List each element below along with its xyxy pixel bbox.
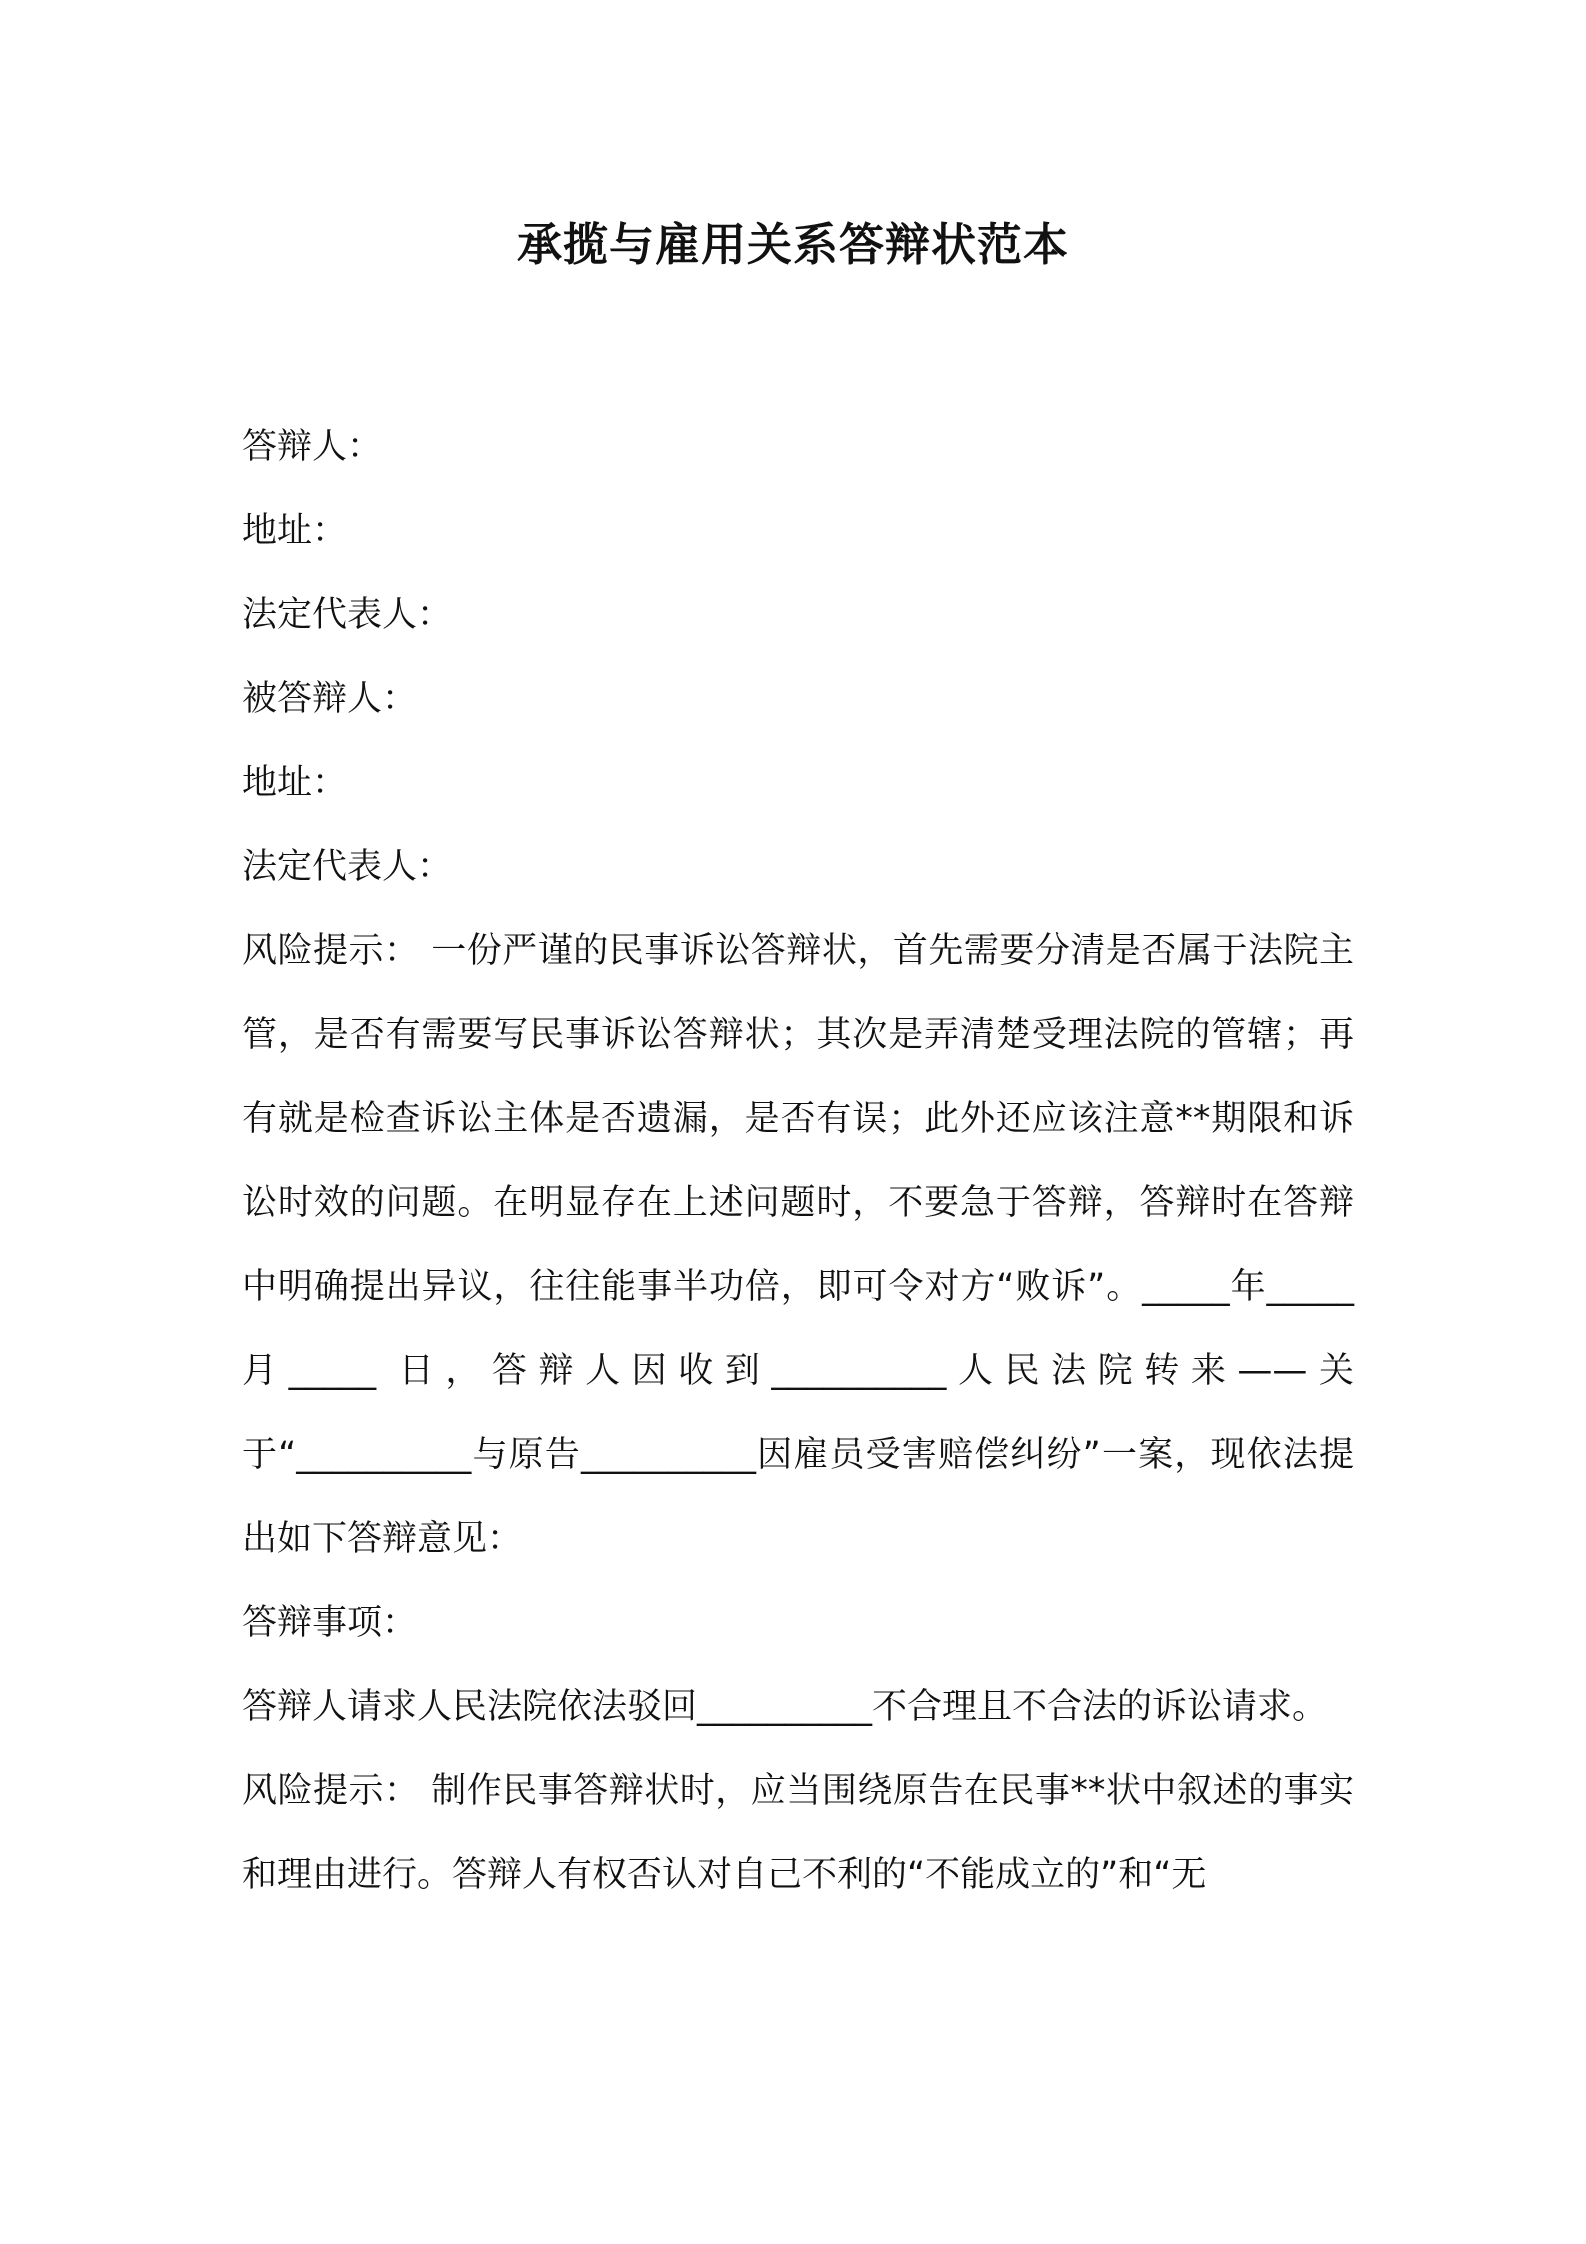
respondent-line: 答辩人： [242,427,383,467]
risk-tip-paragraph-1: 风险提示： 一份严谨的民事诉讼答辩状，首先需要分清是否属于法院主管，是否有需要写民事诉讼答辩状；其次是弄清楚受理法院的管辖；再有就是检查诉讼主体是否遗漏，是否有误；此外还应该注意**期限和诉讼时效的问题。在明显存在上述问题时，不要急于答辩，答辩时在答辩中明确提出异议，往往能事半功倍，即可令对方“败诉”。_____年_____月_____ 日，答辩人因收到__________人民法院转来——关于“__________与原告__________因雇员受害赔偿纠纷”一案，现依法提出如下答辩意见： [242,931,1354,1559]
respondent-address-line: 地址： [242,511,348,551]
section-heading: 答辩事项： [242,1603,418,1643]
risk-tip-paragraph-2: 风险提示： 制作民事答辩状时，应当围绕原告在民事**状中叙述的事实和理由进行。答辩人有权否认对自己不利的“不能成立的”和“无 [242,1771,1354,1895]
opposing-party-line: 被答辩人： [242,679,418,719]
document-title: 承揽与雇用关系答辩状范本 [516,218,1069,271]
opposing-party-legal-rep-line: 法定代表人： [242,847,453,887]
respondent-legal-rep-line: 法定代表人： [242,595,453,635]
document-body [242,405,1354,1917]
opposing-party-address-line: 地址： [242,763,348,803]
request-paragraph: 答辩人请求人民法院依法驳回__________不合理且不合法的诉讼请求。 [242,1687,1328,1727]
